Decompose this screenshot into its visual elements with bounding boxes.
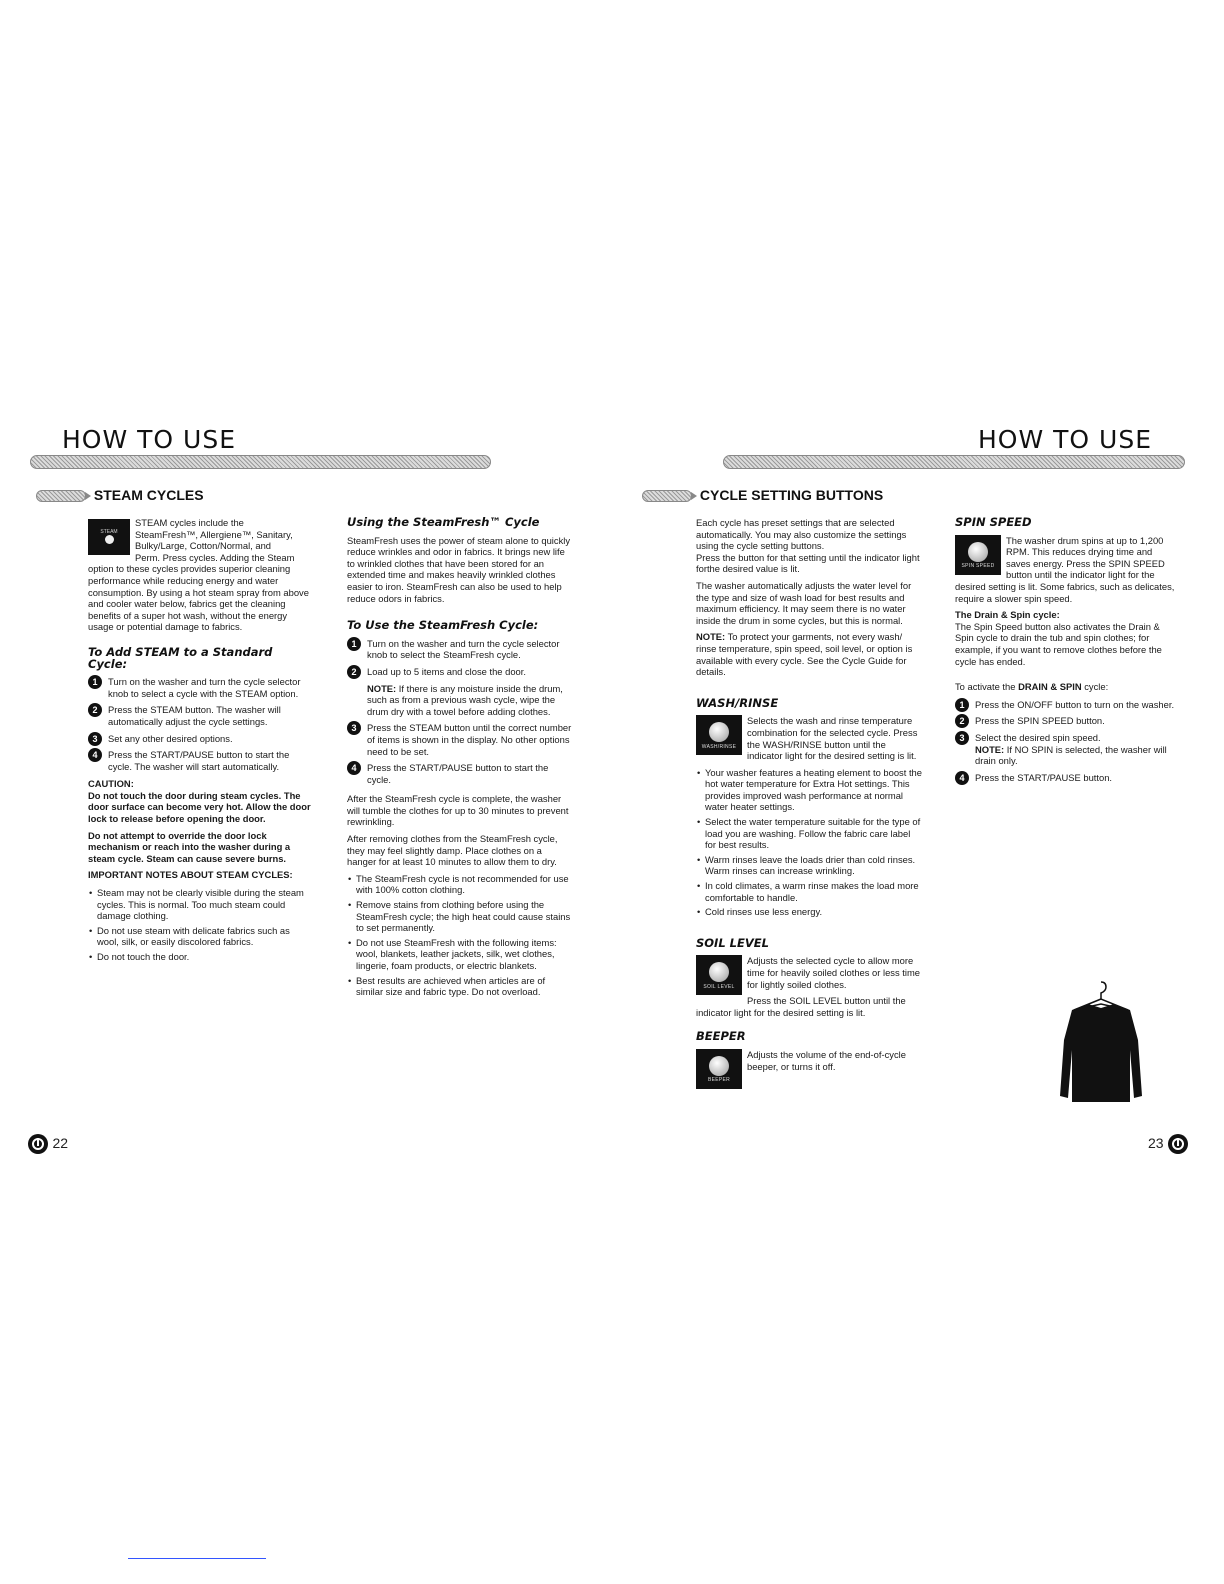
wash-rinse-bullets <box>696 767 922 918</box>
wash-rinse-text: Selects the wash and rinse temperature combination for the selected cycle. Press the WASH/RINSE button until the indicator light for the desired setting is lit. <box>747 715 918 762</box>
use-steamfresh-step: 3 Press the STEAM button until the correct number of items is shown in the display. No other options need to be set. <box>347 722 572 757</box>
caution-text: Do not attempt to override the door lock mechanism or reach into the washer during a steam cycle. Steam can cause severe burns. <box>88 829 291 864</box>
steam-intro-line: Bulky/Large, Cotton/Normal, and <box>135 540 272 552</box>
right-page-footer <box>1148 1134 1188 1154</box>
use-steamfresh-title: To Use the SteamFresh Cycle: <box>347 618 539 633</box>
cycle-note: NOTE: To protect your garments, not every wash/ rinse temperature, spin speed, soil level, or option is available with every cycle. See the Cycle Guide for details. <box>696 631 913 678</box>
caution-label: CAUTION: <box>88 778 134 790</box>
lg-logo-icon <box>1168 1134 1188 1154</box>
steam-intro-text: option to these cycles provides superior cleaning performance while reducing energy and water consumption. By using a hot steam spray from above and cooler water below, fabrics get the cleaning benefits of a super hot wash, without the energy usage or potential damage to fabrics. <box>88 563 309 633</box>
left-header-title: HOW TO USE <box>62 425 237 454</box>
list-item: • Do not use steam with delicate fabrics such as wool, silk, or easily discolored fabrics. <box>88 925 314 948</box>
steam-intro-line: SteamFresh™, Allergiene™, Sanitary, <box>135 528 293 540</box>
list-item: • Steam may not be clearly visible during the steam cycles. This is normal. Too much steam could damage clothing. <box>88 887 314 922</box>
drain-spin-title: The Drain & Spin cycle: <box>955 609 1060 621</box>
beeper-button-icon: BEEPER <box>696 1049 742 1089</box>
drain-spin-step: 3 Select the desired spin speed. NOTE: If NO SPIN is selected, the washer will drain only. <box>955 732 1179 767</box>
add-steam-step: 4 Press the START/PAUSE button to start the cycle. The washer will start automatically. <box>88 749 314 772</box>
beeper-text: Adjusts the volume of the end-of-cycle beeper, or turns it off. <box>747 1048 906 1072</box>
soil-level-title: SOIL LEVEL <box>696 935 769 950</box>
use-steamfresh-step: 2 Load up to 5 items and close the door. <box>347 666 572 678</box>
section-pill-icon <box>36 490 86 502</box>
using-steamfresh-text: SteamFresh uses the power of steam alone to quickly reduce wrinkles and odor in fabrics. It brings new life to wrinkled clothes that have been stored for an extended time and makes heavily wrinkled clothes easier to iron. SteamFresh can also be used to help reduce odors in fabrics. <box>347 534 571 604</box>
list-item: • The SteamFresh cycle is not recommended for use with 100% cotton clothing. <box>347 873 572 896</box>
right-page-number: 23 <box>1147 1135 1164 1152</box>
list-item: • Best results are achieved when articles are of similar size and fabric type. Do not overload. <box>347 975 572 998</box>
shirt-on-hanger-image <box>1060 978 1142 1108</box>
drain-spin-step: 4 Press the START/PAUSE button. <box>955 772 1179 784</box>
list-item: • Warm rinses leave the loads drier than cold rinses. Warm rinses can increase wrinkling. <box>696 854 922 877</box>
steam-notes-list <box>88 887 314 963</box>
list-item: • Cold rinses use less energy. <box>696 906 922 918</box>
drain-spin-step: 2 Press the SPIN SPEED button. <box>955 715 1179 727</box>
using-steamfresh-title: Using the SteamFresh™ Cycle <box>347 515 540 529</box>
add-steam-step: 3 Set any other desired options. <box>88 733 314 745</box>
left-header-bar <box>30 455 491 469</box>
steam-button-icon: STEAM <box>88 519 130 555</box>
beeper-title: BEEPER <box>696 1029 746 1044</box>
left-page-number: 22 <box>52 1135 69 1152</box>
spin-speed-column <box>955 517 1179 788</box>
cycle-intro-text: Each cycle has preset settings that are selected automatically. You may also customize the settings using the cycle setting buttons. <box>696 517 907 552</box>
add-steam-step: 1 Turn on the washer and turn the cycle selector knob to select a cycle with the STEAM option. <box>88 676 314 699</box>
right-header-bar <box>723 455 1185 469</box>
add-steam-title: To Add STEAM to a Standard Cycle: <box>88 644 273 671</box>
lg-logo-icon <box>28 1134 48 1154</box>
cycle-intro-text: Press the button for that setting until the indicator light forthe desired value is lit. <box>696 551 920 575</box>
spin-speed-text: The washer drum spins at up to 1,200 RPM. This reduces drying time and saves energy. Press the SPIN SPEED button until the indicator light for the desired setting is lit. Some fabrics, such as delicates, require a slower spin speed. <box>955 534 1175 604</box>
after-steamfresh-text: After the SteamFresh cycle is complete, the washer will tumble the clothes for up to 30 minutes to prevent rewrinkling. <box>347 793 569 828</box>
activate-drain-spin-text: To activate the DRAIN & SPIN cycle: <box>955 681 1109 693</box>
list-item: • In cold climates, a warm rinse makes the load more comfortable to handle. <box>696 880 922 903</box>
left-page-footer <box>28 1134 68 1154</box>
cycle-settings-column <box>696 517 922 1091</box>
list-item: • Do not touch the door. <box>88 951 314 963</box>
wash-rinse-button-icon: WASH/RINSE <box>696 715 742 755</box>
right-header-title: HOW TO USE <box>977 425 1152 454</box>
list-item: • Your washer features a heating element to boost the hot water temperature for Extra Hot settings. This provides improved wash performance at normal water heater settings. <box>696 767 922 813</box>
steam-intro-line: Perm. Press cycles. Adding the Steam <box>135 551 295 563</box>
add-steam-step: 2 Press the STEAM button. The washer will automatically adjust the cycle settings. <box>88 704 314 727</box>
use-steamfresh-step: 1 Turn on the washer and turn the cycle selector knob to select the SteamFresh cycle. <box>347 638 572 661</box>
cycle-intro-text: The washer automatically adjusts the water level for the type and size of wash load for best results and maximum efficiency. It may seem there is no water inside the drum in some cycles, but this is normal. <box>696 579 912 626</box>
drain-spin-step: 1 Press the ON/OFF button to turn on the washer. <box>955 699 1179 711</box>
steam-cycles-column <box>88 517 314 967</box>
drain-spin-text: The Spin Speed button also activates the Drain & Spin cycle to drain the tub and spin clothes; for example, if you want to remove clothes before the cycle has ended. <box>955 620 1162 667</box>
footer-link-underline <box>128 1558 266 1559</box>
steam-intro-line: STEAM cycles include the <box>135 517 244 528</box>
caution-text: Do not touch the door during steam cycles. The door surface can become very hot. Allow the door lock to release before opening the door. <box>88 789 311 825</box>
steam-cycles-heading: STEAM CYCLES <box>36 487 204 503</box>
important-notes-title: IMPORTANT NOTES ABOUT STEAM CYCLES: <box>88 869 293 881</box>
steamfresh-column <box>347 517 572 1002</box>
soil-level-text: Press the SOIL LEVEL button until the indicator light for the desired setting is lit. <box>696 995 906 1018</box>
spin-speed-button-icon: SPIN SPEED <box>955 535 1001 575</box>
soil-level-text: Adjusts the selected cycle to allow more time for heavily soiled clothes or less time for lightly soiled clothes. <box>747 955 920 990</box>
list-item: • Remove stains from clothing before using the SteamFresh cycle; the high heat could cause stains to set permanently. <box>347 899 572 934</box>
spin-speed-title: SPIN SPEED <box>955 515 1032 529</box>
after-steamfresh-text: After removing clothes from the SteamFresh cycle, they may feel slightly damp. Place clothes on a hanger for at least 10 minutes to allow them to dry. <box>347 833 558 868</box>
use-steamfresh-step: 4 Press the START/PAUSE button to start the cycle. <box>347 762 572 785</box>
list-item: • Do not use SteamFresh with the following items: wool, blankets, leather jackets, silk, wet clothes, lingerie, foam products, or electric blankets. <box>347 937 572 972</box>
wash-rinse-title: WASH/RINSE <box>696 695 779 710</box>
cycle-setting-heading: CYCLE SETTING BUTTONS <box>642 487 883 503</box>
use-steamfresh-note: NOTE: If there is any moisture inside the drum, such as from a previous wash cycle, wipe the drum dry with a towel before adding clothes. <box>367 682 563 717</box>
soil-level-button-icon: SOIL LEVEL <box>696 955 742 995</box>
steamfresh-bullets <box>347 873 572 998</box>
section-pill-icon <box>642 490 692 502</box>
list-item: • Select the water temperature suitable for the type of load you are washing. Follow the fabric care label for best results. <box>696 816 922 851</box>
